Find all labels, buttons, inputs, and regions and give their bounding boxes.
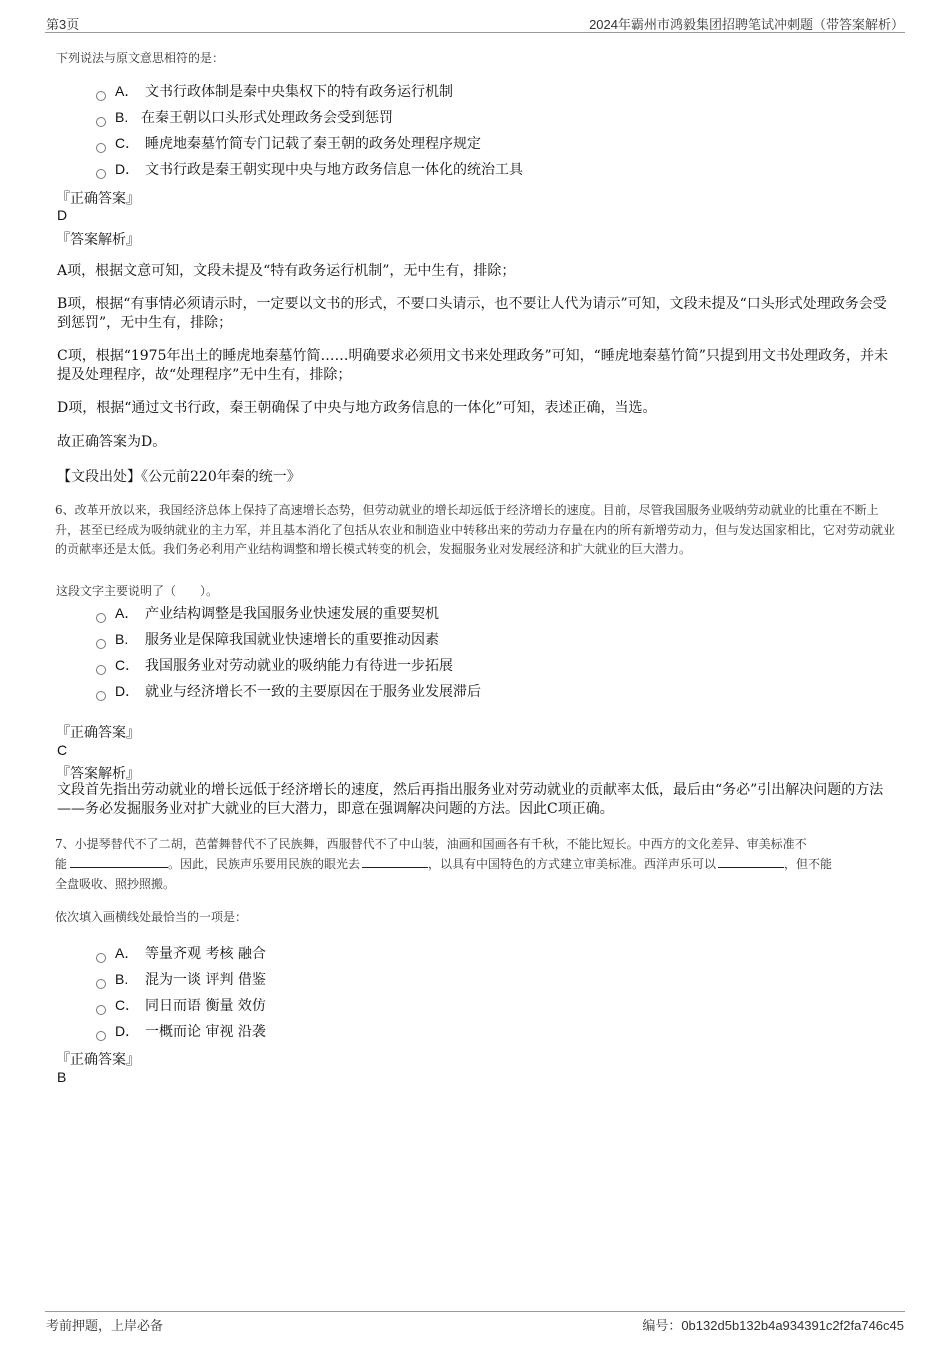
radio-icon[interactable] [96, 613, 106, 623]
question-stem-line3: 全盘吸收、照抄照搬。 [55, 877, 176, 891]
radio-icon[interactable] [96, 639, 106, 649]
footer-slogan: 考前押题，上岸必备 [46, 1318, 164, 1333]
footer-divider [45, 1311, 905, 1312]
radio-icon[interactable] [96, 979, 106, 989]
correct-answer: C [57, 742, 68, 758]
fill-blank [718, 857, 784, 868]
question-prompt: 这段文字主要说明了（ ）。 [56, 584, 219, 598]
analysis-paragraph: C项，根据“1975年出土的睡虎地秦墓竹简……明确要求必须用文书来处理政务”可知，“睡虎地秦墓竹简”只提到用文书处理政务，并未提及处理程序，故“处理程序”无中生有，排除； [57, 348, 888, 383]
option-b[interactable]: B. 在秦王朝以口头形式处理政务会受到惩罚 [96, 107, 393, 127]
analysis-paragraph: A项，根据文意可知，文段未提及“特有政务运行机制”，无中生有，排除； [57, 263, 516, 279]
question-stem: 下列说法与原文意思相符的是： [56, 51, 225, 65]
correct-answer: D [57, 207, 68, 223]
answer-label: 『正确答案』 [56, 1052, 140, 1068]
option-c[interactable]: C． 睡虎地秦墓竹简专门记载了秦王朝的政务处理程序规定 [96, 133, 481, 153]
question-stem: 6、改革开放以来，我国经济总体上保持了高速增长态势，但劳动就业的增长却远低于经济增长的速度。目前，尽管我国服务业吸纳劳动就业的比重在不断上升，甚至已经成为吸纳就业的主力军，并且基本消化了包括从农业和制造业中转移出来的劳动力存量在内的所有新增劳动力，但与发达国家相比，它对劳动就业的贡献率还是太低。我们务必利用产业结构调整和增长模式转变的机会，发掘服务业对发展经济和扩大就业的巨大潜力。 [55, 503, 896, 556]
analysis-label: 『答案解析』 [56, 766, 140, 782]
question-stem-line2: 能 。因此，民族声乐要用民族的眼光去 ，以具有中国特色的方式建立审美标准。西洋声乐可以 ，但不能 [55, 857, 833, 871]
option-c[interactable]: C． 同日而语 衡量 效仿 [96, 995, 266, 1015]
radio-icon[interactable] [96, 665, 106, 675]
fill-blank [70, 857, 168, 868]
page-number: 第3页 [46, 17, 80, 32]
option-a[interactable]: A． 文书行政体制是秦中央集权下的特有政务运行机制 [96, 81, 453, 101]
document-title: 2024年霸州市鸿毅集团招聘笔试冲刺题（带答案解析） [589, 17, 904, 32]
option-d[interactable]: D． 就业与经济增长不一致的主要原因在于服务业发展滞后 [96, 681, 481, 701]
analysis-paragraph: B项，根据“有事情必须请示时，一定要以文书的形式，不要口头请示，也不要让人代为请示”可知，文段未提及“口头形式处理政务会受到惩罚”，无中生有，排除； [57, 296, 887, 331]
option-b[interactable]: B. 服务业是保障我国就业快速增长的重要推动因素 [96, 629, 439, 649]
analysis-label: 『答案解析』 [56, 232, 140, 248]
option-a[interactable]: A． 等量齐观 考核 融合 [96, 943, 266, 963]
answer-label: 『正确答案』 [56, 725, 140, 741]
analysis-paragraph: 文段首先指出劳动就业的增长远低于经济增长的速度，然后再指出服务业对劳动就业的贡献率太低，最后由“务必”引出解决问题的方法——务必发掘服务业对扩大就业的巨大潜力，即意在强调解决问题的方法。因此C项正确。 [57, 782, 884, 817]
correct-answer: B [57, 1069, 67, 1085]
option-c[interactable]: C． 我国服务业对劳动就业的吸纳能力有待进一步拓展 [96, 655, 453, 675]
option-d[interactable]: D． 一概而论 审视 沿袭 [96, 1021, 266, 1041]
question-prompt: 依次填入画横线处最恰当的一项是： [55, 910, 248, 924]
radio-icon[interactable] [96, 1005, 106, 1015]
radio-icon[interactable] [96, 169, 106, 179]
analysis-paragraph: D项，根据“通过文书行政，秦王朝确保了中央与地方政务信息的一体化”可知，表述正确，当选。 [57, 400, 657, 416]
radio-icon[interactable] [96, 953, 106, 963]
option-b[interactable]: B. 混为一谈 评判 借鉴 [96, 969, 266, 989]
option-d[interactable]: D． 文书行政是秦王朝实现中央与地方政务信息一体化的统治工具 [96, 159, 523, 179]
footer-code: 编号：0b132d5b132b4a934391c2f2fa746c45 [642, 1318, 904, 1333]
analysis-conclusion: 故正确答案为D。 [57, 434, 167, 450]
radio-icon[interactable] [96, 1031, 106, 1041]
radio-icon[interactable] [96, 117, 106, 127]
radio-icon[interactable] [96, 691, 106, 701]
fill-blank [362, 857, 428, 868]
source-citation: 【文段出处】《公元前220年秦的统一》 [57, 469, 301, 485]
option-a[interactable]: A． 产业结构调整是我国服务业快速发展的重要契机 [96, 603, 439, 623]
question-stem-line1: 7、小提琴替代不了二胡，芭蕾舞替代不了民族舞，西服替代不了中山装，油画和国画各有千秋，不能比短长。中西方的文化差异、审美标准不 [55, 837, 807, 851]
radio-icon[interactable] [96, 143, 106, 153]
radio-icon[interactable] [96, 91, 106, 101]
header-divider [45, 32, 905, 33]
answer-label: 『正确答案』 [56, 191, 140, 207]
